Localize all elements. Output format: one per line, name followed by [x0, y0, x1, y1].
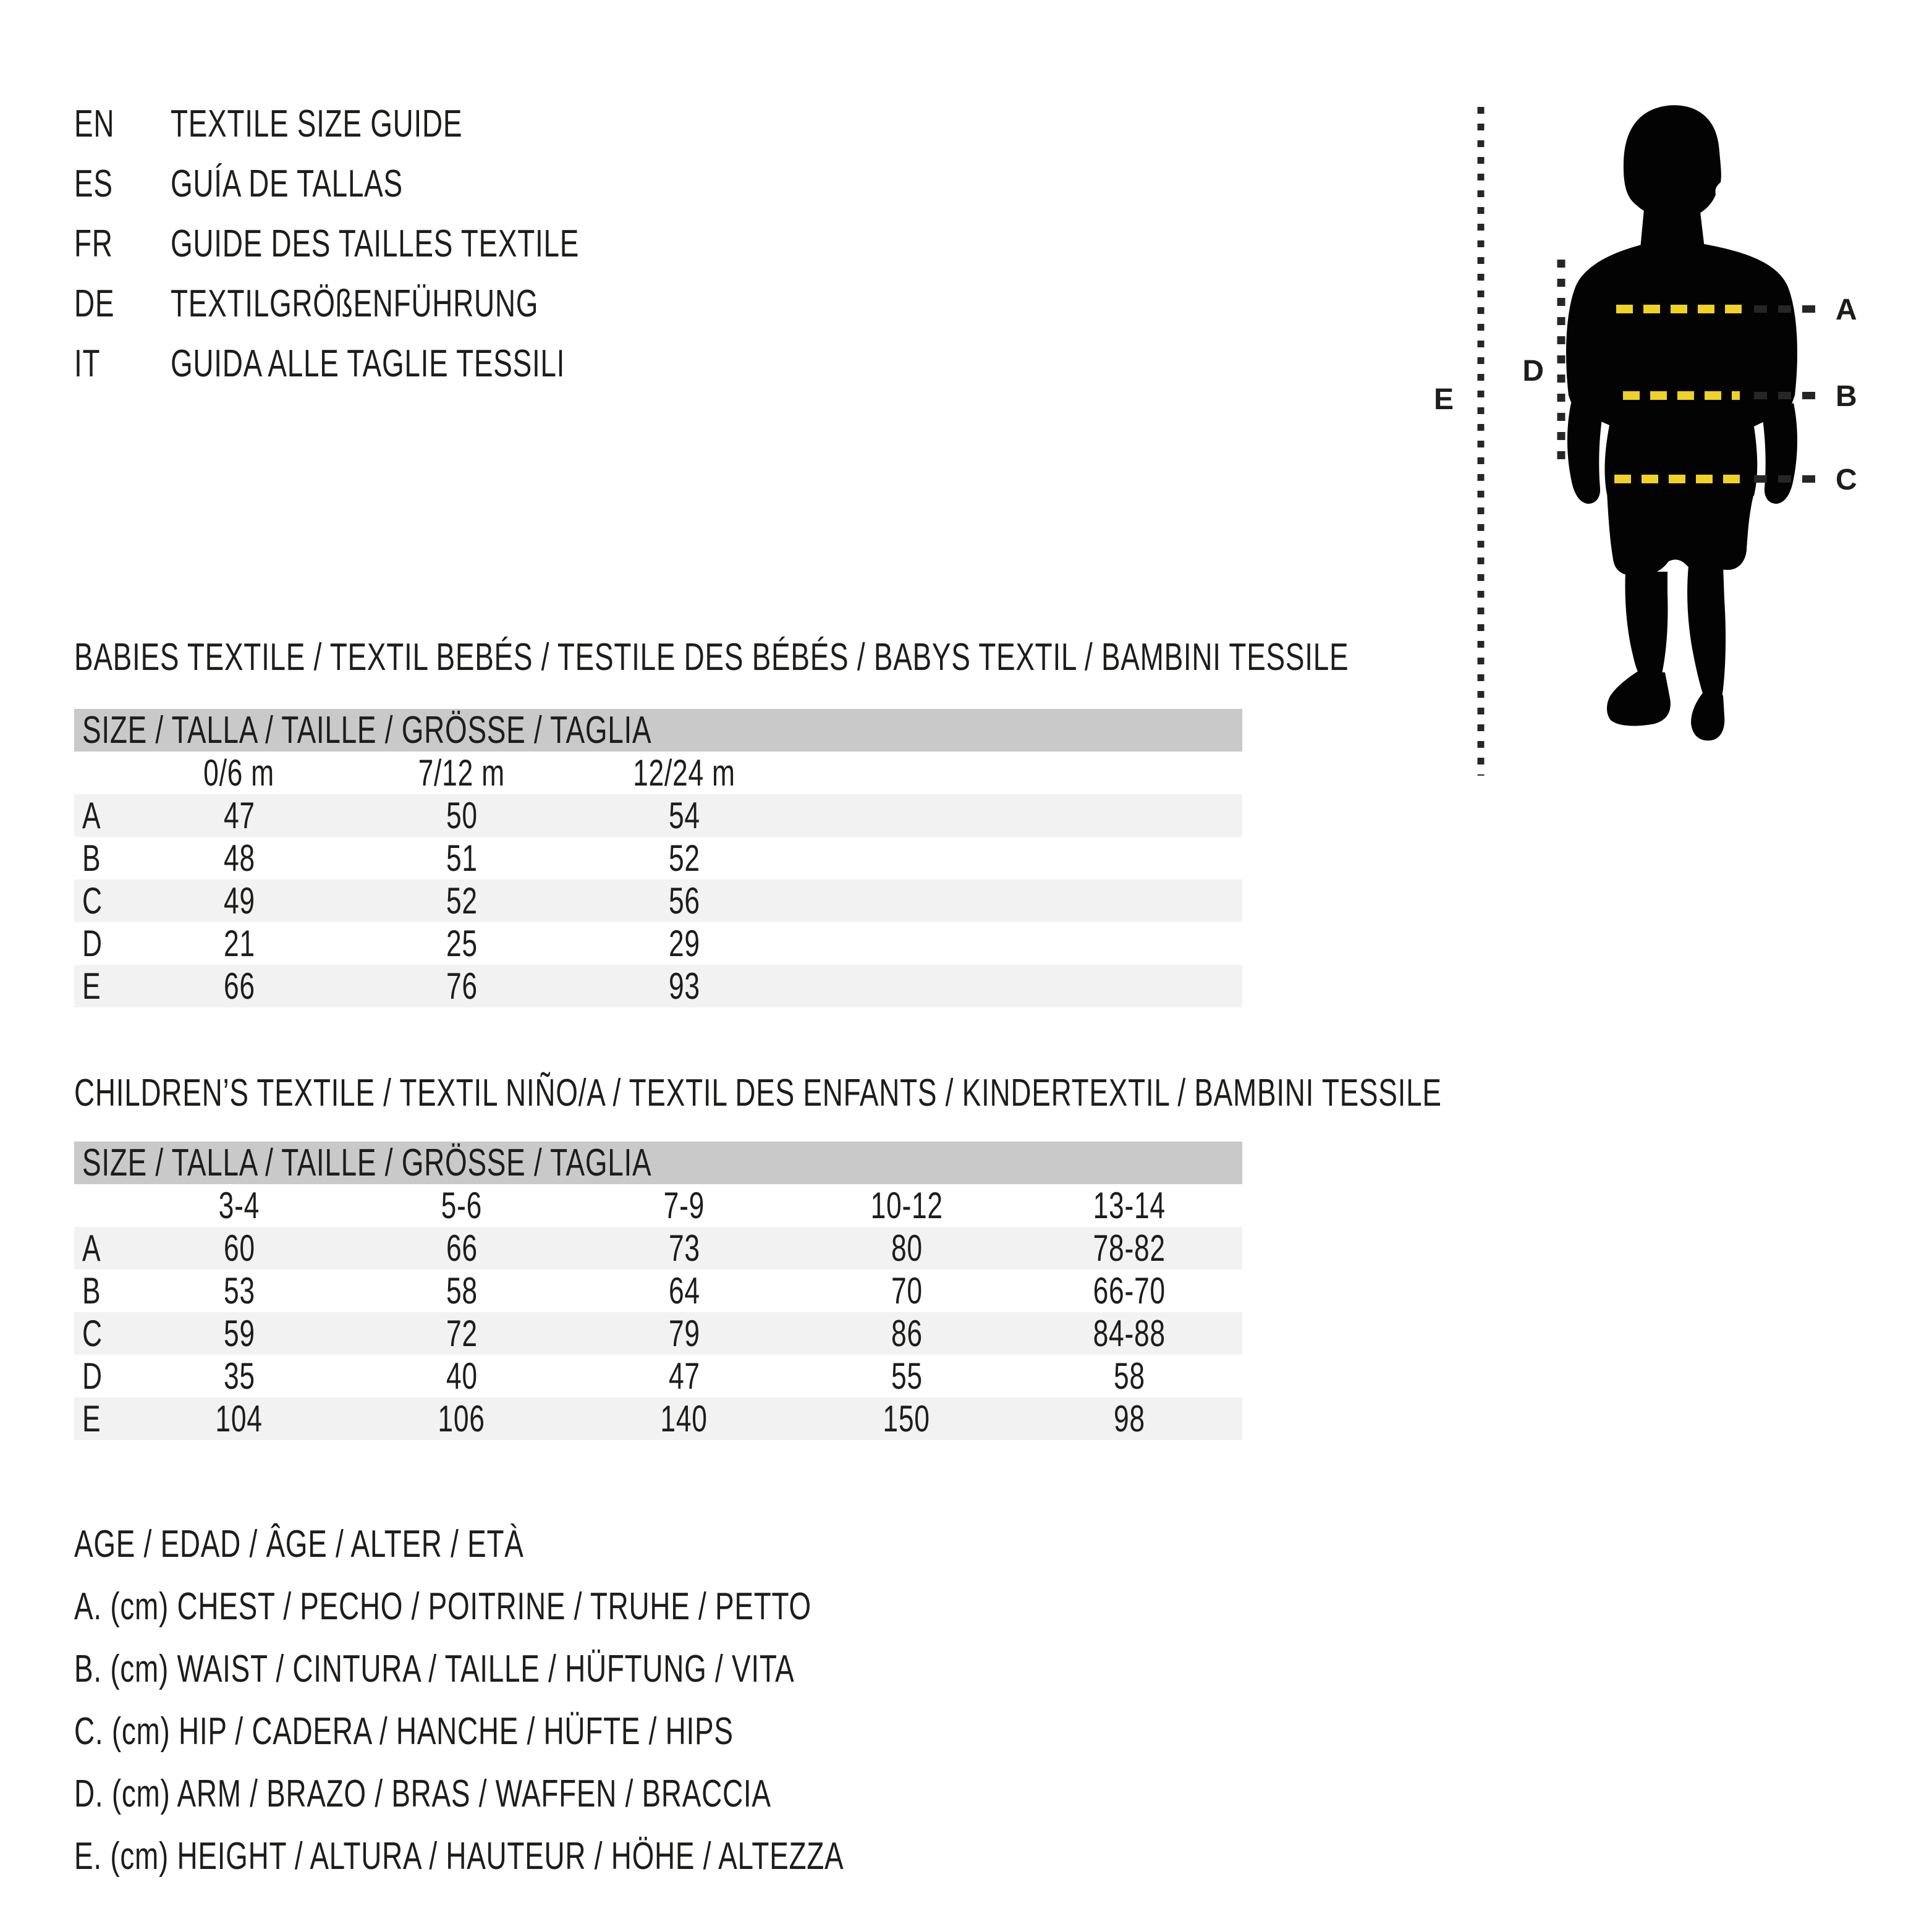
column-header-text: 3-4 — [218, 1185, 260, 1226]
children-column-header-row — [74, 1184, 1242, 1227]
silhouette-shorts — [1607, 492, 1754, 575]
table-cell — [795, 1397, 1018, 1440]
silhouette-right-arm — [1763, 403, 1797, 504]
table-cell — [573, 1269, 795, 1312]
babies-size-header-text: SIZE / TALLA / TAILLE / GRÖSSE / TAGLIA — [82, 709, 652, 752]
row-label — [74, 837, 128, 879]
cell-value: 66-70 — [1093, 1270, 1166, 1311]
table-cell — [128, 1312, 350, 1355]
babies-size-header-bar — [74, 709, 1242, 752]
cell-value: 79 — [668, 1313, 700, 1354]
cell-value: 53 — [223, 1270, 255, 1311]
table-cell — [573, 922, 795, 965]
table-cell — [1018, 1397, 1240, 1440]
column-header — [350, 752, 573, 794]
row-label-text: E — [82, 965, 101, 1007]
lang-code-it: IT — [74, 342, 101, 385]
table-cell — [350, 879, 573, 922]
legend-line-age — [74, 1525, 1114, 1564]
table-cell — [350, 1227, 573, 1269]
row-label-text: C — [82, 1313, 103, 1354]
row-label — [74, 879, 128, 922]
column-header — [573, 1184, 795, 1227]
lang-row-de — [74, 282, 722, 325]
cell-value: 60 — [223, 1227, 255, 1269]
column-header-text: 12/24 m — [633, 752, 735, 794]
column-header — [1018, 1184, 1240, 1227]
marker-label-d: D — [1522, 355, 1544, 388]
table-row — [74, 794, 1242, 837]
cell-value: 66 — [223, 965, 255, 1007]
title-de: TEXTILGRÖßENFÜHRUNG — [171, 282, 539, 325]
lang-code-de: DE — [74, 282, 115, 325]
table-cell — [128, 1227, 350, 1269]
table-cell — [128, 1269, 350, 1312]
table-cell — [573, 1312, 795, 1355]
cell-value: 52 — [446, 880, 478, 922]
table-cell — [128, 794, 350, 837]
empty-corner-cell — [74, 1184, 128, 1227]
children-section-title — [74, 1074, 1922, 1112]
children-size-header-text: SIZE / TALLA / TAILLE / GRÖSSE / TAGLIA — [82, 1142, 652, 1184]
table-cell — [128, 879, 350, 922]
table-row — [74, 922, 1242, 965]
table-row — [74, 1355, 1242, 1397]
cell-value: 52 — [668, 837, 700, 879]
table-cell — [128, 922, 350, 965]
table-cell — [573, 879, 795, 922]
table-cell — [795, 1355, 1018, 1397]
marker-label-e: E — [1433, 383, 1454, 416]
row-label-text: B — [82, 837, 101, 879]
row-label — [74, 1312, 128, 1355]
cell-value: 48 — [223, 837, 255, 879]
lang-row-fr — [74, 222, 722, 265]
silhouette-right-leg — [1687, 566, 1726, 698]
table-row — [74, 1397, 1242, 1440]
column-header — [350, 1184, 573, 1227]
cell-value: 140 — [660, 1398, 708, 1439]
legend-text: C. (cm) HIP / CADERA / HANCHE / HÜFTE / HIPS — [74, 1710, 734, 1753]
lang-row-es — [74, 165, 722, 203]
row-label — [74, 965, 128, 1007]
table-cell — [795, 1227, 1018, 1269]
legend-line-chest — [74, 1585, 1114, 1628]
silhouette-left-arm — [1567, 403, 1602, 504]
table-row — [74, 1269, 1242, 1312]
cell-value: 72 — [446, 1313, 478, 1354]
cell-value: 150 — [883, 1398, 931, 1439]
children-section-title-text: CHILDREN’S TEXTILE / TEXTIL NIÑO/A / TEXTIL DES ENFANTS / KINDERTEXTIL / BAMBINI TESSILE — [74, 1072, 1442, 1114]
table-cell — [573, 1355, 795, 1397]
marker-label-a: A — [1836, 294, 1857, 326]
column-header-text: 0/6 m — [203, 752, 275, 794]
title-fr: GUIDE DES TAILLES TEXTILE — [171, 222, 580, 265]
row-label-text: A — [82, 795, 101, 836]
cell-value: 59 — [223, 1313, 255, 1354]
title-en: TEXTILE SIZE GUIDE — [171, 103, 463, 145]
cell-value: 40 — [446, 1355, 478, 1397]
table-cell — [1018, 1312, 1240, 1355]
cell-value: 54 — [668, 795, 700, 836]
table-cell — [350, 1355, 573, 1397]
column-header — [128, 1184, 350, 1227]
legend-line-hip — [74, 1710, 1114, 1753]
legend-text: E. (cm) HEIGHT / ALTURA / HAUTEUR / HÖHE / ALTEZZA — [74, 1835, 844, 1878]
lang-code-es: ES — [74, 163, 113, 205]
row-label-text: A — [82, 1227, 101, 1269]
silhouette-right-foot — [1691, 692, 1724, 740]
silhouette-shirt — [1566, 244, 1797, 496]
cell-value: 47 — [223, 795, 255, 836]
table-cell — [795, 1312, 1018, 1355]
babies-section-title-text: BABIES TEXTILE / TEXTIL BEBÉS / TESTILE DES BÉBÉS / BABYS TEXTIL / BAMBINI TESSILE — [74, 636, 1349, 679]
cell-value: 35 — [223, 1355, 255, 1397]
column-header — [795, 1184, 1018, 1227]
cell-value: 70 — [891, 1270, 923, 1311]
row-label-text: B — [82, 1270, 101, 1311]
column-header-text: 10-12 — [870, 1185, 943, 1226]
cell-value: 73 — [668, 1227, 700, 1269]
row-label-text: E — [82, 1398, 101, 1439]
cell-value: 80 — [891, 1227, 923, 1269]
cell-value: 29 — [668, 923, 700, 964]
marker-label-c: C — [1836, 464, 1857, 496]
language-title-list — [74, 105, 722, 405]
marker-label-b: B — [1836, 380, 1857, 413]
table-cell — [350, 1269, 573, 1312]
column-header — [128, 752, 350, 794]
table-cell — [128, 1397, 350, 1440]
cell-value: 58 — [446, 1270, 478, 1311]
cell-value: 55 — [891, 1355, 923, 1397]
legend-line-waist — [74, 1650, 1114, 1688]
child-silhouette-diagram — [1409, 93, 1879, 797]
row-label — [74, 922, 128, 965]
cell-value: 104 — [215, 1398, 263, 1439]
table-row — [74, 1312, 1242, 1355]
babies-section-title — [74, 638, 1797, 677]
table-cell — [573, 1227, 795, 1269]
table-row — [74, 965, 1242, 1007]
row-label-text: D — [82, 923, 103, 964]
cell-value: 50 — [446, 795, 478, 836]
cell-value: 21 — [223, 923, 255, 964]
cell-value: 56 — [668, 880, 700, 922]
table-cell — [573, 837, 795, 879]
row-label-text: D — [82, 1355, 103, 1397]
table-cell — [795, 1269, 1018, 1312]
table-cell — [128, 965, 350, 1007]
title-it: GUIDA ALLE TAGLIE TESSILI — [171, 342, 566, 385]
children-size-table — [74, 1142, 1242, 1440]
table-row — [74, 1227, 1242, 1269]
row-label — [74, 1355, 128, 1397]
babies-size-table — [74, 709, 1242, 1007]
babies-column-header-row — [74, 752, 1242, 794]
cell-value: 66 — [446, 1227, 478, 1269]
cell-value: 51 — [446, 837, 478, 879]
row-label — [74, 1269, 128, 1312]
cell-value: 106 — [438, 1398, 486, 1439]
cell-value: 47 — [668, 1355, 700, 1397]
silhouette-left-foot — [1607, 671, 1671, 726]
table-cell — [350, 965, 573, 1007]
table-cell — [128, 837, 350, 879]
column-header-text: 7/12 m — [418, 752, 506, 794]
measurement-legend — [74, 1525, 1114, 1876]
cell-value: 84-88 — [1093, 1313, 1166, 1354]
table-cell — [573, 794, 795, 837]
lang-row-en — [74, 105, 722, 143]
cell-value: 76 — [446, 965, 478, 1007]
legend-text: AGE / EDAD / ÂGE / ALTER / ETÀ — [74, 1523, 524, 1566]
row-label — [74, 1227, 128, 1269]
row-label-text: C — [82, 880, 103, 922]
table-cell — [573, 1397, 795, 1440]
table-row — [74, 879, 1242, 922]
legend-line-height — [74, 1837, 1114, 1876]
empty-corner-cell — [74, 752, 128, 794]
legend-text: B. (cm) WAIST / CINTURA / TAILLE / HÜFTUNG / VITA — [74, 1648, 795, 1690]
column-header — [573, 752, 795, 794]
table-cell — [128, 1355, 350, 1397]
table-cell — [1018, 1269, 1240, 1312]
lang-row-it — [74, 342, 722, 385]
row-label — [74, 1397, 128, 1440]
cell-value: 98 — [1113, 1398, 1145, 1439]
column-header-text: 5-6 — [441, 1185, 483, 1226]
column-header-text: 7-9 — [663, 1185, 705, 1226]
table-cell — [350, 794, 573, 837]
table-cell — [350, 1312, 573, 1355]
cell-value: 64 — [668, 1270, 700, 1311]
cell-value: 49 — [223, 880, 255, 922]
lang-code-en: EN — [74, 103, 115, 145]
legend-text: A. (cm) CHEST / PECHO / POITRINE / TRUHE / PETTO — [74, 1585, 811, 1628]
table-cell — [350, 837, 573, 879]
title-es: GUÍA DE TALLAS — [171, 163, 403, 205]
table-cell — [573, 965, 795, 1007]
legend-line-arm — [74, 1775, 1114, 1813]
legend-text: D. (cm) ARM / BRAZO / BRAS / WAFFEN / BRACCIA — [74, 1773, 771, 1815]
table-row — [74, 837, 1242, 879]
lang-code-fr: FR — [74, 222, 113, 265]
cell-value: 78-82 — [1093, 1227, 1166, 1269]
table-cell — [1018, 1355, 1240, 1397]
cell-value: 86 — [891, 1313, 923, 1354]
table-cell — [350, 922, 573, 965]
cell-value: 25 — [446, 923, 478, 964]
column-header-text: 13-14 — [1093, 1185, 1166, 1226]
cell-value: 58 — [1113, 1355, 1145, 1397]
children-size-header-bar — [74, 1142, 1242, 1184]
table-cell — [350, 1397, 573, 1440]
table-cell — [1018, 1227, 1240, 1269]
silhouette-head — [1624, 105, 1721, 219]
cell-value: 93 — [668, 965, 700, 1007]
row-label — [74, 794, 128, 837]
